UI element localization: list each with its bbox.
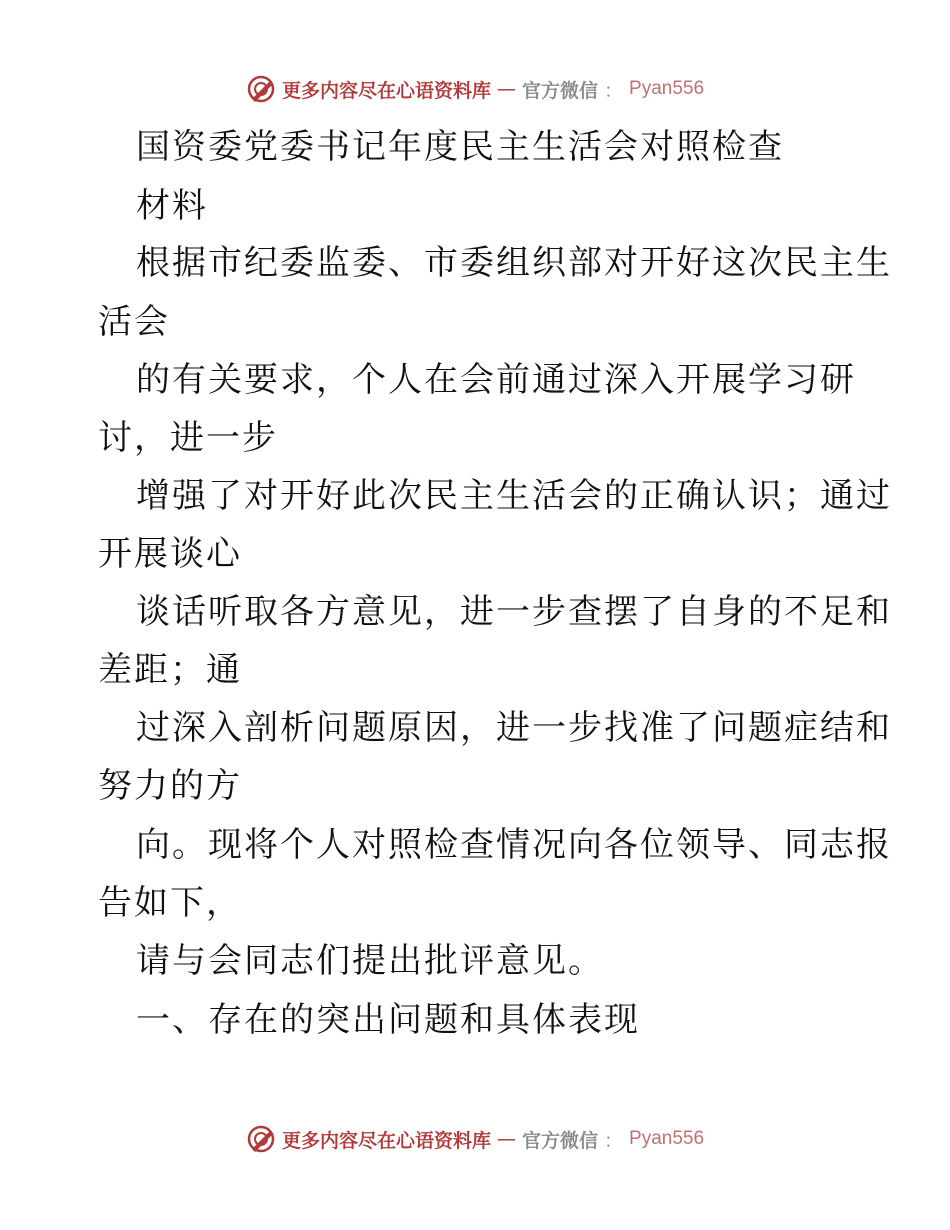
watermark-colon: ：	[604, 79, 624, 102]
paragraph-line: 告如下，	[98, 883, 242, 923]
pen-logo-icon	[246, 1124, 276, 1154]
watermark-footer	[0, 1124, 950, 1154]
watermark-wechat-label: 官方微信	[521, 79, 598, 102]
paragraph-line: 开展谈心	[98, 534, 242, 574]
paragraph-line: 根据市纪委监委、市委组织部对开好这次民主生	[136, 243, 892, 283]
document-title: 国资委党委书记年度民主生活会对照检查	[136, 127, 784, 167]
pen-logo-icon	[246, 74, 276, 104]
watermark-dash: —	[496, 78, 516, 100]
paragraph-line: 的有关要求，个人在会前通过深入开展学习研	[136, 360, 856, 400]
watermark-colon: ：	[604, 1129, 624, 1152]
paragraph-line: 差距；通	[98, 650, 242, 690]
watermark-wechat-label: 官方微信	[521, 1129, 598, 1152]
section-heading: 一、存在的突出问题和具体表现	[136, 1000, 640, 1040]
watermark-header	[0, 74, 950, 104]
watermark-wechat-id: Pyan556	[629, 78, 705, 99]
watermark-wechat-id: Pyan556	[629, 1128, 705, 1149]
paragraph-line: 谈话听取各方意见，进一步查摆了自身的不足和	[136, 592, 892, 632]
document-title-continued: 材料	[136, 186, 208, 226]
watermark-brand: 更多内容尽在心语资料库	[281, 1129, 491, 1152]
watermark-dash: —	[496, 1128, 516, 1150]
paragraph-line: 活会	[98, 302, 170, 342]
paragraph-line: 向。现将个人对照检查情况向各位领导、同志报	[136, 825, 892, 865]
watermark-brand: 更多内容尽在心语资料库	[281, 79, 491, 102]
paragraph-line: 增强了对开好此次民主生活会的正确认识；通过	[136, 476, 892, 516]
paragraph-line: 请与会同志们提出批评意见。	[136, 941, 604, 981]
paragraph-line: 努力的方	[98, 766, 242, 806]
paragraph-line: 过深入剖析问题原因，进一步找准了问题症结和	[136, 708, 892, 748]
paragraph-line: 讨，进一步	[98, 418, 278, 458]
